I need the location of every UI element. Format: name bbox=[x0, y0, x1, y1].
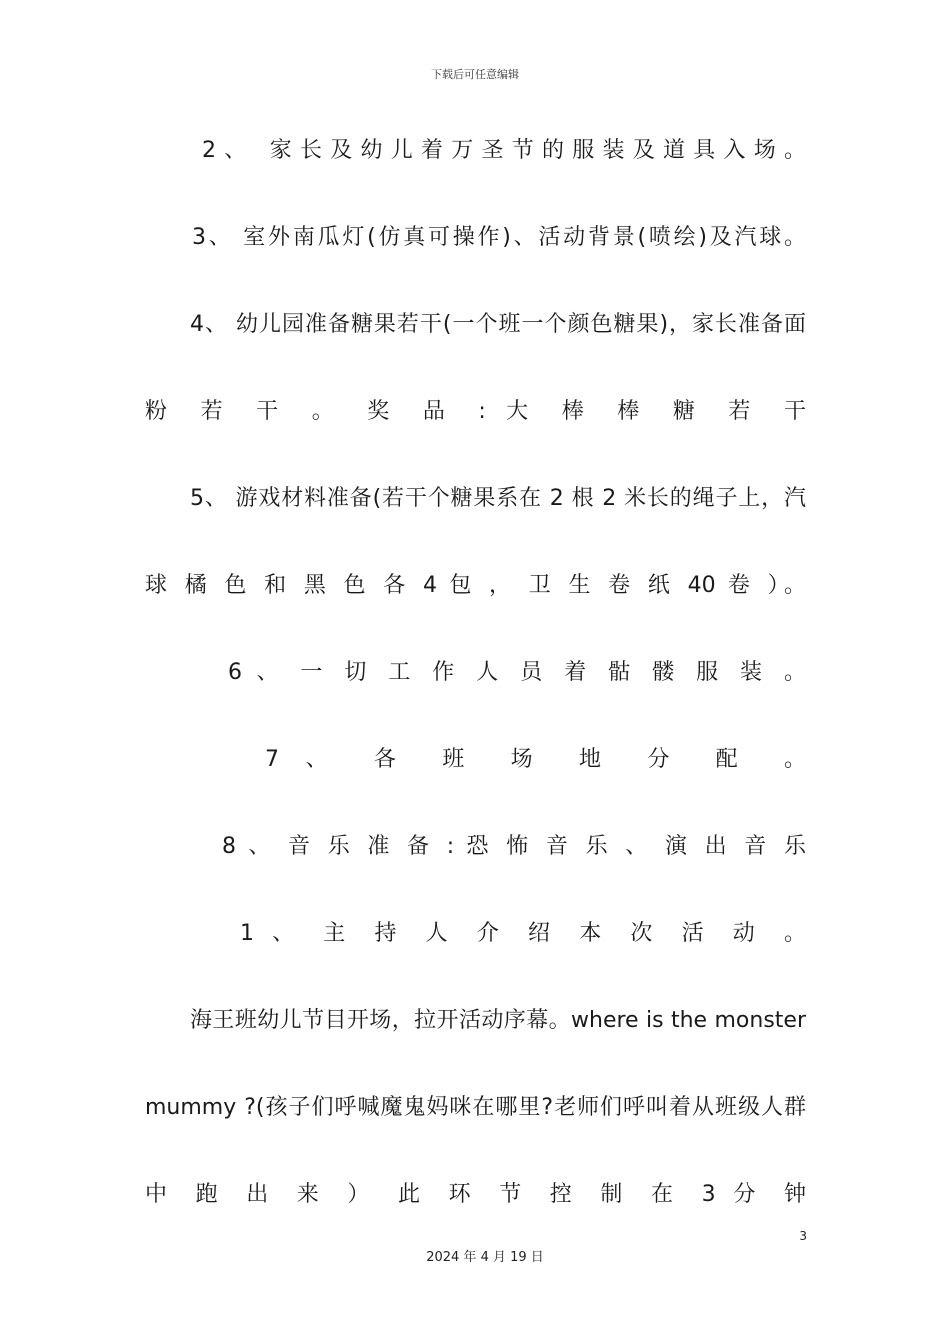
paragraph-line: 球 橘 色 和 黑 色 各 4 包 ， 卫 生 卷 纸 40 卷 ）。 bbox=[145, 573, 806, 598]
paragraph-line: 4、 幼儿园准备糖果若干(一个班一个颜色糖果)，家长准备面 bbox=[190, 312, 806, 337]
paragraph-line: 7 、 各 班 场 地 分 配 。 bbox=[265, 747, 806, 772]
paragraph-line: 8 、 音 乐 准 备 : 恐 怖 音 乐 、 演 出 音 乐 bbox=[222, 834, 806, 859]
paragraph-line: 海王班幼儿节目开场，拉开活动序幕。where is the monster bbox=[190, 1008, 806, 1033]
page-number: 3 bbox=[799, 1229, 807, 1243]
paragraph-line: 2、 家长及幼儿着万圣节的服装及道具入场。 bbox=[202, 138, 806, 163]
page-header: 下载后可任意编辑 bbox=[431, 68, 519, 81]
paragraph-line: 1 、 主 持 人 介 绍 本 次 活 动 。 bbox=[240, 921, 806, 946]
paragraph-line: mummy ?(孩子们呼喊魔鬼妈咪在哪里?老师们呼叫着从班级人群 bbox=[145, 1095, 806, 1120]
page-footer-date: 2024 年 4 月 19 日 bbox=[426, 1250, 544, 1265]
paragraph-line: 5、 游戏材料准备(若干个糖果系在 2 根 2 米长的绳子上，汽 bbox=[190, 486, 806, 511]
paragraph-line: 3、 室外南瓜灯(仿真可操作)、活动背景(喷绘)及汽球。 bbox=[192, 225, 806, 250]
paragraph-line: 中 跑 出 来 ） 此 环 节 控 制 在 3 分 钟 bbox=[145, 1182, 806, 1207]
paragraph-line: 粉 若 干 。 奖 品 : 大 棒 棒 糖 若 干 bbox=[145, 399, 806, 424]
paragraph-line: 6 、 一 切 工 作 人 员 着 骷 髅 服 装 。 bbox=[228, 660, 806, 685]
